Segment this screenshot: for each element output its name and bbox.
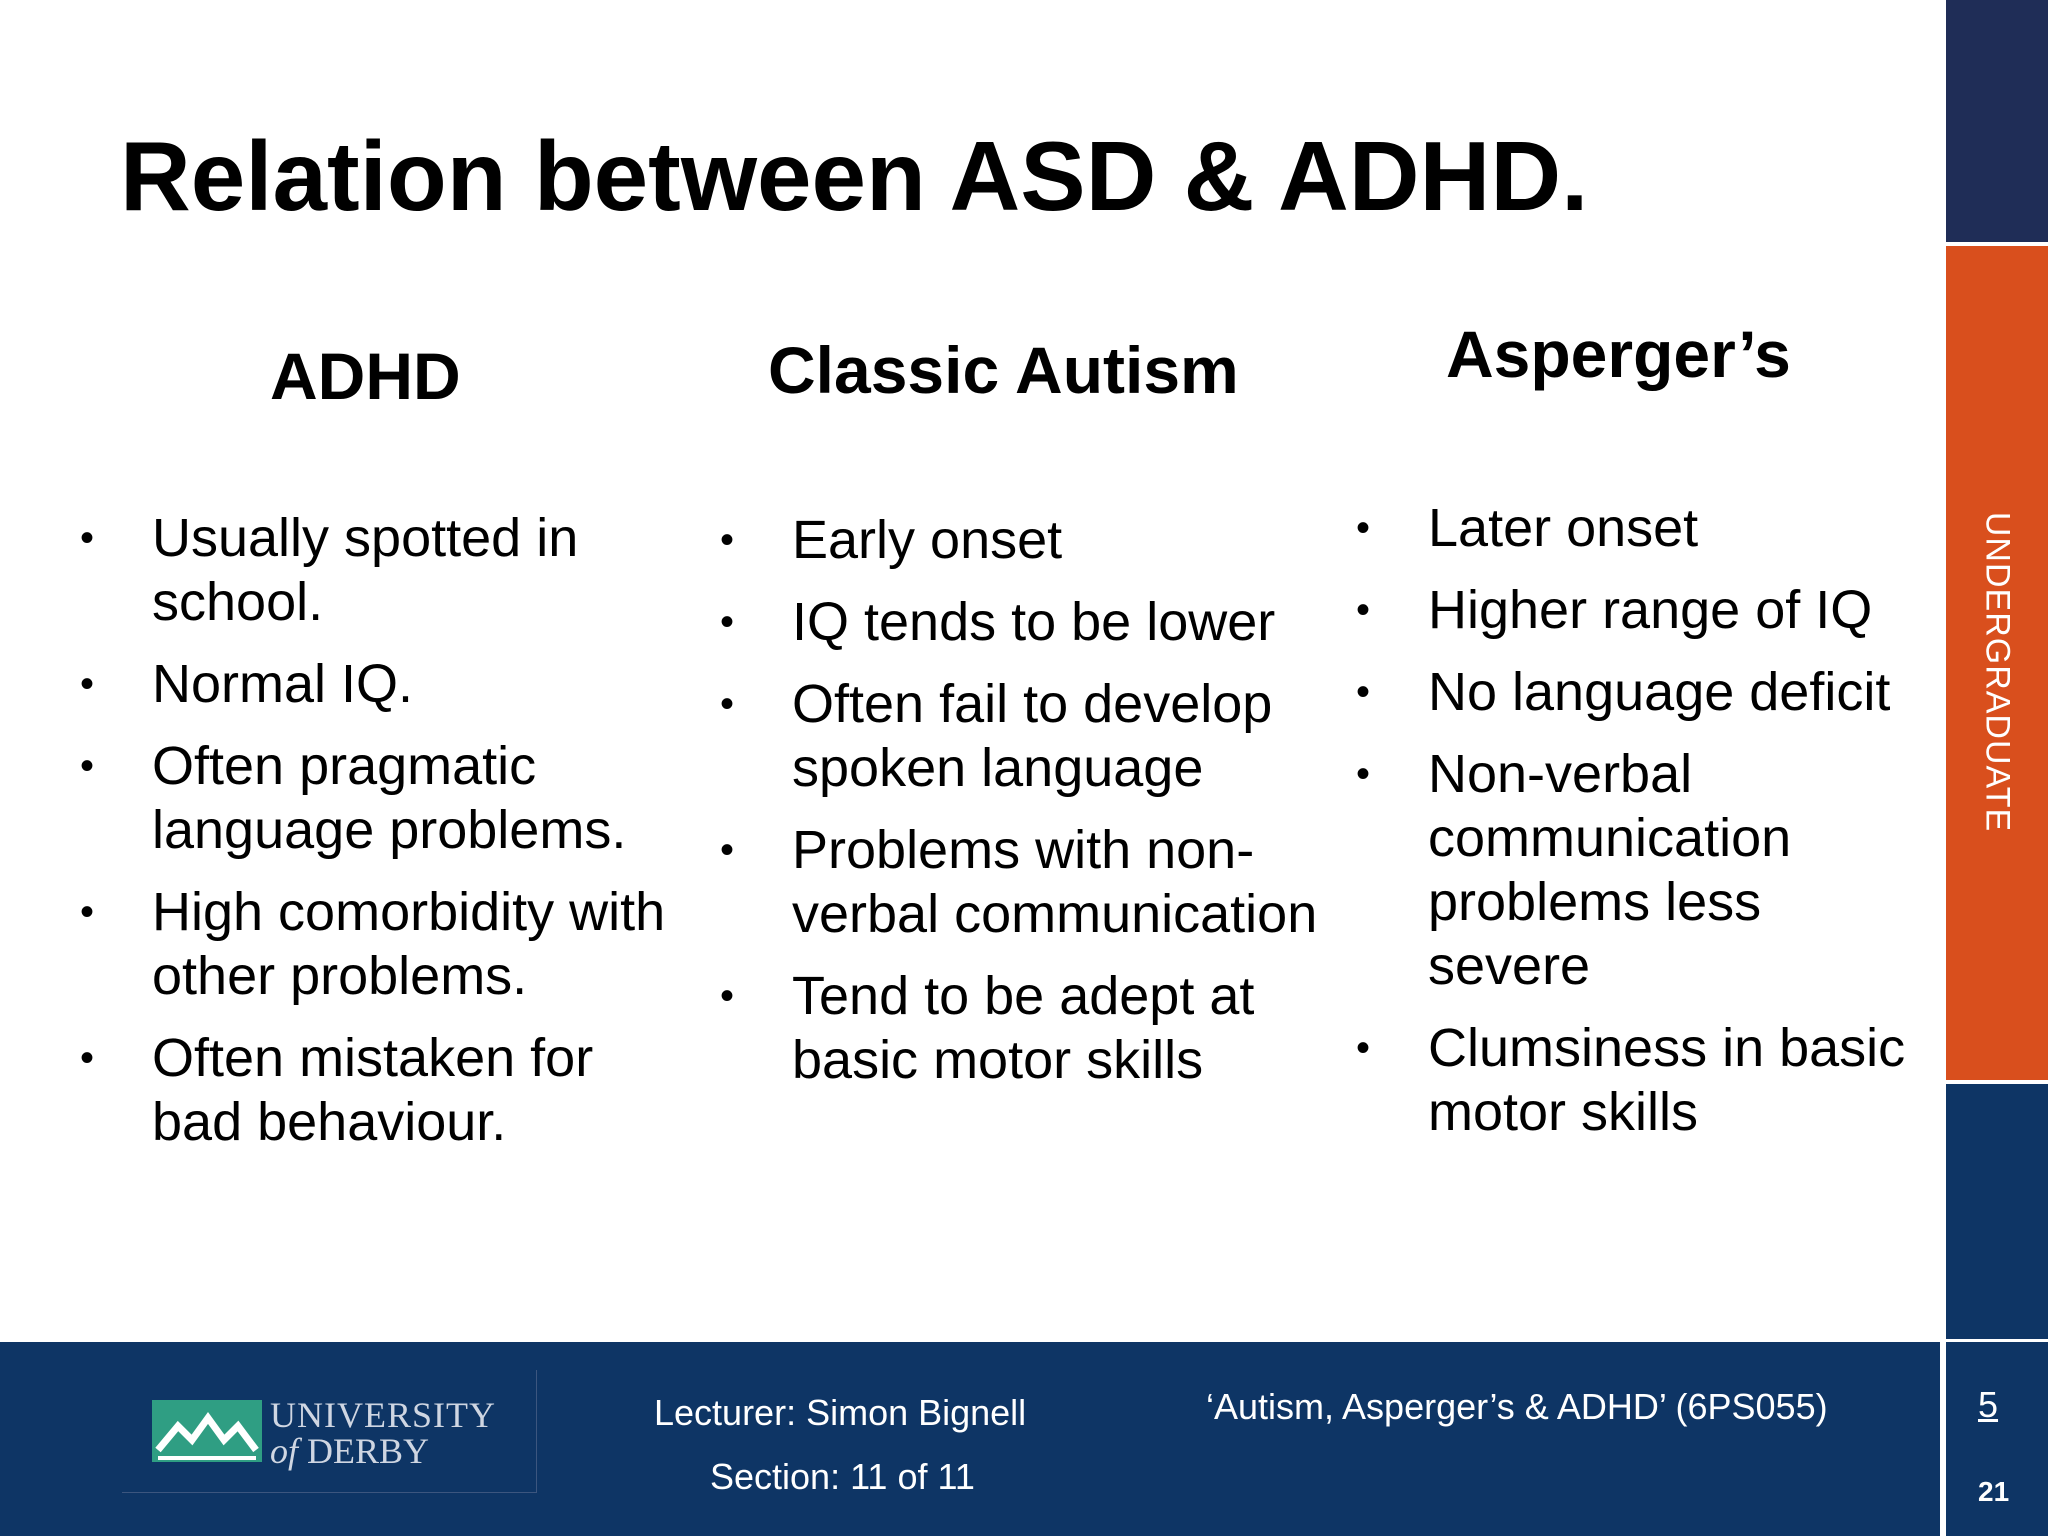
bullet-text: Clumsiness in basic motor skills bbox=[1428, 1018, 1906, 1142]
bullet-dot: • bbox=[719, 974, 734, 1018]
bullet-text: No language deficit bbox=[1428, 662, 1891, 722]
university-logo bbox=[122, 1370, 537, 1493]
list-item bbox=[712, 964, 1332, 1092]
sidebar-top-block bbox=[1946, 0, 2048, 242]
list-item bbox=[712, 672, 1332, 800]
bullet-list-classic-autism bbox=[712, 508, 1332, 1110]
slide-link-number[interactable]: 5 bbox=[1978, 1384, 1999, 1425]
section-text: Section: 11 of 11 bbox=[710, 1456, 975, 1497]
slide-title: Relation between ASD & ADHD. bbox=[120, 121, 1589, 231]
list-item bbox=[1348, 742, 1928, 998]
bullet-text: Often pragmatic language problems. bbox=[152, 736, 627, 860]
bullet-dot: • bbox=[79, 662, 94, 706]
bullet-dot: • bbox=[1355, 588, 1370, 632]
bullet-text: Higher range of IQ bbox=[1428, 580, 1873, 640]
list-item bbox=[712, 508, 1332, 572]
bullet-text: Tend to be adept at basic motor skills bbox=[792, 966, 1255, 1090]
list-item bbox=[72, 506, 672, 634]
column-heading-aspergers: Asperger’s bbox=[1446, 317, 1791, 391]
list-item bbox=[712, 818, 1332, 946]
bullet-text: Often fail to develop spoken language bbox=[792, 674, 1273, 798]
list-item bbox=[1348, 1016, 1928, 1144]
bullet-dot: • bbox=[79, 744, 94, 788]
bullet-list-aspergers bbox=[1348, 496, 1928, 1162]
bullet-text: High comorbidity with other problems. bbox=[152, 882, 666, 1006]
bullet-dot: • bbox=[719, 600, 734, 644]
bullet-text: Usually spotted in school. bbox=[152, 508, 579, 632]
list-item bbox=[1348, 660, 1928, 724]
list-item bbox=[72, 734, 672, 862]
list-item bbox=[72, 1026, 672, 1154]
lecturer-text: Lecturer: Simon Bignell bbox=[654, 1392, 1027, 1433]
column-heading-adhd: ADHD bbox=[270, 339, 461, 413]
bullet-dot: • bbox=[79, 890, 94, 934]
bullet-dot: • bbox=[1355, 752, 1370, 796]
list-item bbox=[712, 590, 1332, 654]
bullet-text: Later onset bbox=[1428, 498, 1699, 558]
logo-text-of: of bbox=[270, 1431, 299, 1471]
bullet-dot: • bbox=[719, 518, 734, 562]
university-logo-icon bbox=[152, 1400, 262, 1462]
list-item bbox=[72, 880, 672, 1008]
sidebar-label: UNDERGRADUATE bbox=[1978, 511, 2017, 833]
logo-text-university: UNIVERSITY bbox=[270, 1395, 496, 1435]
bullet-dot: • bbox=[1355, 1026, 1370, 1070]
module-title-text: ‘Autism, Asperger’s & ADHD’ (6PS055) bbox=[1206, 1386, 1828, 1427]
bullet-text: Non-verbal communication problems less severe bbox=[1428, 744, 1792, 996]
page-number: 21 bbox=[1978, 1476, 2010, 1507]
logo-text-derby-word: DERBY bbox=[307, 1431, 430, 1471]
column-heading-classic-autism: Classic Autism bbox=[768, 333, 1239, 407]
bullet-dot: • bbox=[719, 828, 734, 872]
list-item bbox=[1348, 496, 1928, 560]
bullet-text: Often mistaken for bad behaviour. bbox=[152, 1028, 594, 1152]
sidebar-bottom-block bbox=[1946, 1084, 2048, 1339]
bullet-text: Problems with non-verbal communication bbox=[792, 820, 1318, 944]
bullet-list-adhd bbox=[72, 506, 672, 1172]
bullet-dot: • bbox=[79, 516, 94, 560]
list-item bbox=[1348, 578, 1928, 642]
bullet-text: Normal IQ. bbox=[152, 654, 414, 714]
bullet-dot: • bbox=[719, 682, 734, 726]
bullet-dot: • bbox=[1355, 670, 1370, 714]
bullet-dot: • bbox=[79, 1036, 94, 1080]
bullet-dot: • bbox=[1355, 506, 1370, 550]
bullet-text: Early onset bbox=[792, 510, 1063, 570]
logo-text-derby bbox=[270, 1430, 429, 1472]
list-item bbox=[72, 652, 672, 716]
bullet-text: IQ tends to be lower bbox=[792, 592, 1276, 652]
